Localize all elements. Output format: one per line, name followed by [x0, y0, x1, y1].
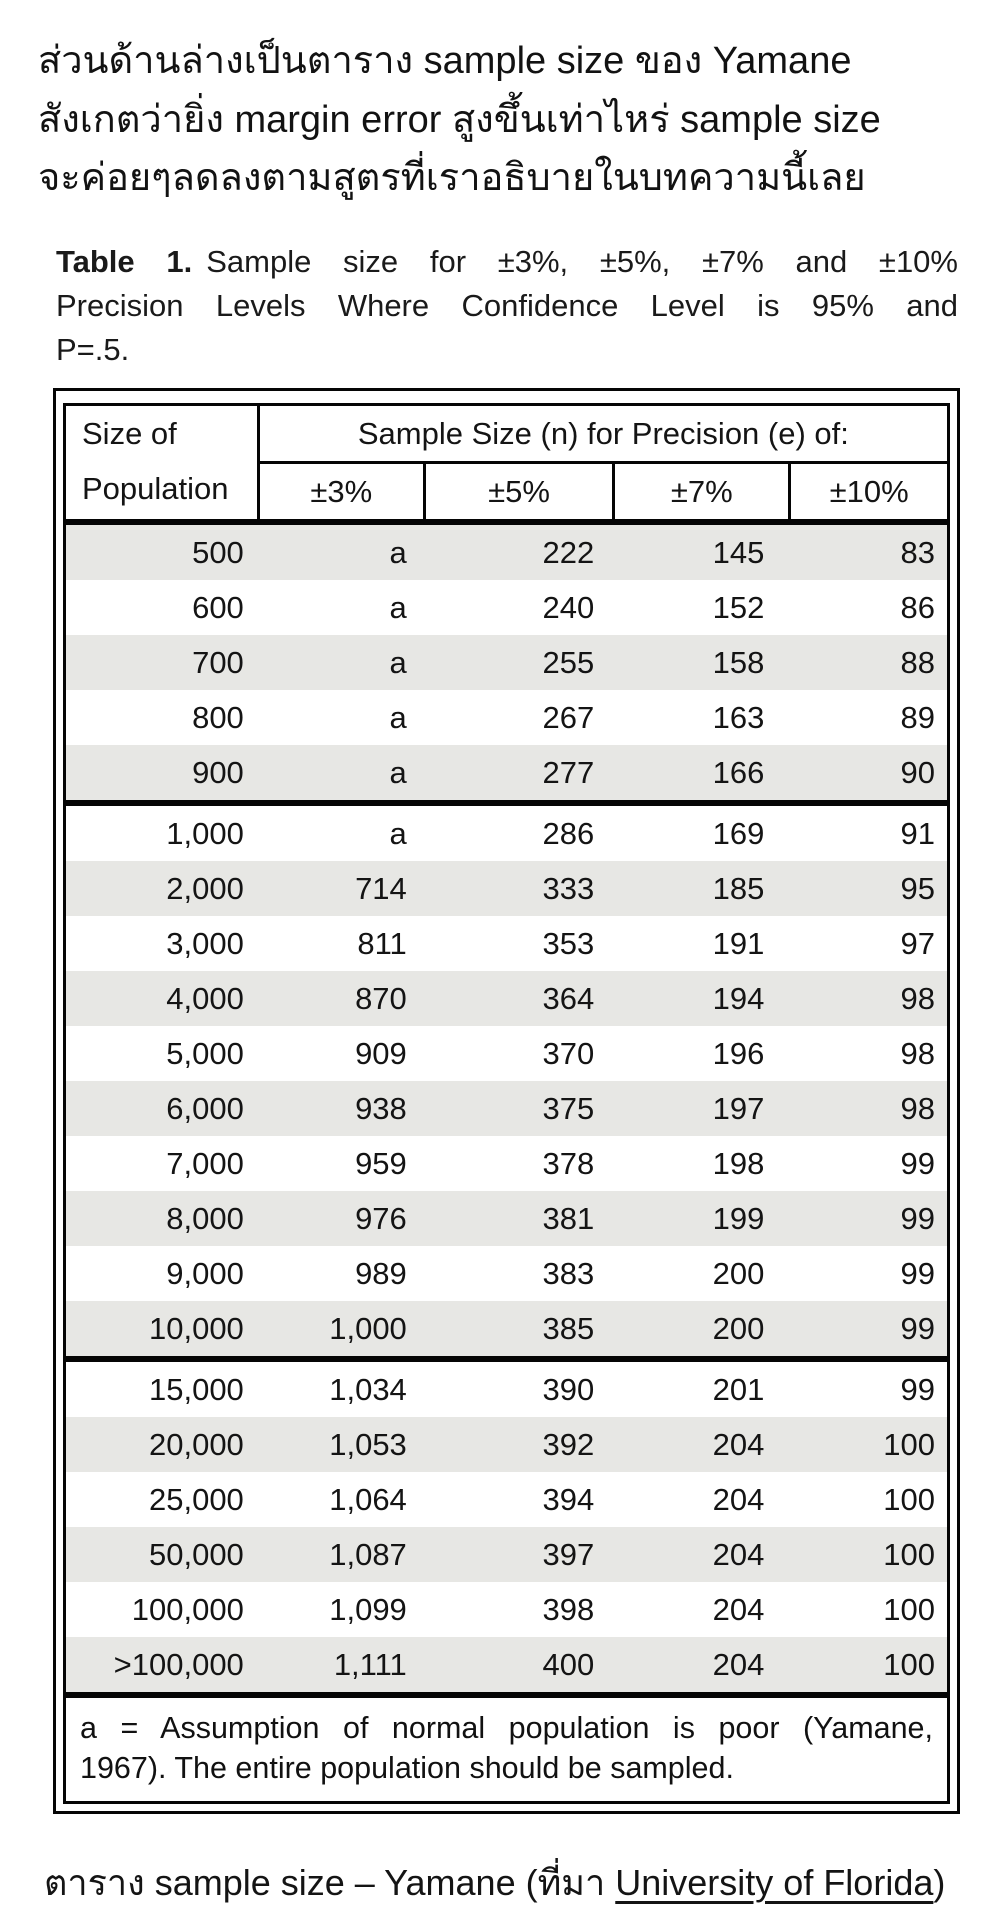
population-cell: 600 — [192, 589, 244, 625]
sample-size-cell: 200 — [712, 1255, 765, 1291]
sample-size-cell: 353 — [542, 925, 595, 961]
caption-text: ) — [933, 1861, 946, 1903]
sample-size-cell: 204 — [712, 1426, 765, 1462]
sample-size-cell: 255 — [542, 644, 595, 680]
table-row — [66, 525, 947, 580]
sample-size-cell: 240 — [542, 589, 595, 625]
sample-size-cell: 191 — [712, 925, 765, 961]
precision-header-cell: ±10% — [788, 464, 947, 519]
sample-size-cell: a — [389, 644, 407, 680]
sample-size-cell: 397 — [542, 1536, 595, 1572]
sample-size-table — [53, 388, 960, 1814]
population-cell: 5,000 — [166, 1035, 244, 1071]
sample-size-cell: 378 — [542, 1145, 595, 1181]
footnote-line: a = Assumption of normal population is poor (Yamane, — [80, 1710, 933, 1745]
sample-size-cell: 169 — [712, 815, 765, 851]
sample-size-cell: 333 — [542, 870, 595, 906]
sample-size-cell: 198 — [712, 1145, 765, 1181]
sample-size-cell: 976 — [355, 1200, 407, 1236]
sample-size-cell: 95 — [900, 870, 935, 906]
sample-size-cell: 1,053 — [329, 1426, 407, 1462]
sample-size-cell: 400 — [542, 1646, 595, 1682]
sample-size-cell: 811 — [357, 925, 407, 961]
intro-line: สังเกตว่ายิ่ง margin error สูงขึ้นเท่าไหร่ sample size — [38, 98, 881, 141]
population-cell: 7,000 — [166, 1145, 244, 1181]
sample-size-cell: 99 — [900, 1200, 935, 1236]
sample-size-cell: 1,111 — [333, 1646, 407, 1682]
sample-size-cell: 90 — [900, 754, 935, 790]
sample-size-cell: 152 — [712, 589, 765, 625]
image-caption — [44, 1854, 969, 1911]
sample-size-cell: 394 — [542, 1481, 595, 1517]
sample-size-cell: 100 — [883, 1646, 935, 1682]
sample-size-cell: 267 — [542, 699, 595, 735]
sample-size-cell: 98 — [900, 1035, 935, 1071]
intro-line: ส่วนด้านล่างเป็นตาราง sample size ของ Yamane — [38, 40, 852, 82]
population-cell: 15,000 — [148, 1371, 244, 1407]
table-title-text: Sample size for ±3%, ±5%, ±7% and ±10% — [206, 243, 958, 279]
table-row — [66, 1582, 947, 1637]
sample-size-cell: 1,064 — [329, 1481, 407, 1517]
sample-size-cell: 98 — [900, 980, 935, 1016]
sample-size-cell: 86 — [900, 589, 935, 625]
table-footnote — [63, 1695, 950, 1804]
table-row — [66, 971, 947, 1026]
table-title-line — [56, 240, 958, 284]
sample-size-cell: 1,000 — [329, 1310, 407, 1346]
table-row — [66, 1136, 947, 1191]
sample-size-cell: 194 — [712, 980, 765, 1016]
sample-size-cell: 938 — [355, 1090, 407, 1126]
sample-size-cell: 204 — [712, 1646, 765, 1682]
population-column-header — [66, 406, 260, 519]
sample-size-cell: 166 — [712, 754, 765, 790]
sample-size-cell: 145 — [712, 534, 765, 570]
sample-size-cell: 99 — [900, 1371, 935, 1407]
population-cell: 1,000 — [166, 815, 244, 851]
sample-size-cell: 204 — [712, 1536, 765, 1572]
precision-header-cell: ±3% — [310, 473, 373, 509]
intro-paragraph — [38, 32, 963, 208]
sample-size-cell: 383 — [542, 1255, 595, 1291]
table-row — [66, 1472, 947, 1527]
table-row — [66, 1246, 947, 1301]
table-row — [66, 1301, 947, 1356]
population-cell: 9,000 — [166, 1255, 244, 1291]
sample-size-cell: 83 — [900, 534, 935, 570]
table-title — [56, 240, 958, 372]
population-cell: 4,000 — [166, 980, 244, 1016]
precision-span-header: Sample Size (n) for Precision (e) of: — [260, 406, 947, 464]
caption-text: ตาราง sample size – Yamane (ที่มา — [44, 1861, 616, 1903]
intro-line: จะค่อยๆลดลงตามสูตรที่เราอธิบายในบทความนี้เลย — [38, 157, 866, 200]
sample-size-cell: 1,099 — [329, 1591, 407, 1627]
sample-size-cell: 381 — [542, 1200, 595, 1236]
sample-size-cell: 959 — [355, 1145, 407, 1181]
precision-header-cell: ±5% — [423, 464, 612, 519]
population-cell: 2,000 — [166, 870, 244, 906]
sample-size-cell: 99 — [900, 1255, 935, 1291]
population-cell: 6,000 — [166, 1090, 244, 1126]
sample-size-cell: 1,034 — [329, 1371, 407, 1407]
sample-size-cell: 100 — [883, 1426, 935, 1462]
population-cell: >100,000 — [113, 1646, 244, 1682]
population-cell: 500 — [192, 534, 244, 570]
sample-size-cell: 99 — [900, 1145, 935, 1181]
table-title-line: Precision Levels Where Confidence Level is 95% and — [56, 287, 958, 323]
sample-size-cell: a — [389, 589, 407, 625]
sample-size-cell: 185 — [712, 870, 765, 906]
sample-size-cell: 398 — [542, 1591, 595, 1627]
sample-size-cell: 385 — [542, 1310, 595, 1346]
population-cell: 3,000 — [166, 925, 244, 961]
table-row — [66, 1362, 947, 1417]
sample-size-cell: 222 — [542, 534, 595, 570]
table-row — [66, 1527, 947, 1582]
sample-size-cell: 196 — [712, 1035, 765, 1071]
table-row-group — [63, 522, 950, 803]
sample-size-cell: 286 — [542, 815, 595, 851]
sample-size-cell: 163 — [712, 699, 765, 735]
table-row — [66, 1081, 947, 1136]
table-row — [66, 580, 947, 635]
sample-size-cell: a — [389, 754, 407, 790]
sample-size-cell: 714 — [355, 870, 407, 906]
population-cell: 25,000 — [148, 1481, 244, 1517]
table-header — [63, 403, 950, 522]
population-cell: 700 — [192, 644, 244, 680]
sample-size-cell: 204 — [712, 1481, 765, 1517]
sample-size-cell: 98 — [900, 1090, 935, 1126]
population-cell: 10,000 — [148, 1310, 244, 1346]
sample-size-cell: 375 — [542, 1090, 595, 1126]
table-row — [66, 1417, 947, 1472]
table-row — [66, 690, 947, 745]
sample-size-cell: 392 — [542, 1426, 595, 1462]
table-row — [66, 1191, 947, 1246]
table-row-group — [63, 1359, 950, 1695]
population-cell: 8,000 — [166, 1200, 244, 1236]
sample-size-cell: 909 — [355, 1035, 407, 1071]
table-title-label: Table 1. — [56, 243, 193, 279]
sample-size-cell: a — [389, 815, 407, 851]
population-header-line: Population — [82, 470, 229, 506]
population-cell: 20,000 — [148, 1426, 244, 1462]
table-row — [66, 1026, 947, 1081]
sample-size-cell: 158 — [712, 644, 765, 680]
sample-size-cell: 277 — [542, 754, 595, 790]
table-row — [66, 1637, 947, 1692]
precision-header-cell: ±7% — [612, 464, 788, 519]
population-cell: 50,000 — [148, 1536, 244, 1572]
population-cell: 800 — [192, 699, 244, 735]
population-cell: 900 — [192, 754, 244, 790]
sample-size-cell: 989 — [355, 1255, 407, 1291]
population-header-line: Size of — [82, 415, 177, 451]
table-title-line: P=.5. — [56, 331, 130, 367]
sample-size-cell: 364 — [542, 980, 595, 1016]
table-row — [66, 916, 947, 971]
sample-size-cell: 1,087 — [329, 1536, 407, 1572]
table-row — [66, 635, 947, 690]
university-of-florida-link[interactable]: University of Florida — [615, 1861, 934, 1903]
table-row-group — [63, 803, 950, 1359]
sample-size-cell: 97 — [900, 925, 935, 961]
sample-size-cell: 89 — [900, 699, 935, 735]
footnote-line: 1967). The entire population should be sampled. — [80, 1751, 734, 1786]
sample-size-cell: 870 — [355, 980, 407, 1016]
sample-size-cell: a — [389, 534, 407, 570]
table-row — [66, 745, 947, 800]
sample-size-cell: 91 — [900, 815, 935, 851]
sample-size-cell: 100 — [883, 1481, 935, 1517]
sample-size-cell: 100 — [883, 1591, 935, 1627]
sample-size-cell: 390 — [542, 1371, 595, 1407]
sample-size-cell: 201 — [712, 1371, 765, 1407]
sample-size-cell: 100 — [883, 1536, 935, 1572]
table-row — [66, 861, 947, 916]
sample-size-cell: 200 — [712, 1310, 765, 1346]
sample-size-cell: 370 — [542, 1035, 595, 1071]
sample-size-cell: 197 — [712, 1090, 765, 1126]
sample-size-cell: 204 — [712, 1591, 765, 1627]
sample-size-cell: 199 — [712, 1200, 765, 1236]
sample-size-cell: 88 — [900, 644, 935, 680]
table-row — [66, 806, 947, 861]
sample-size-cell: a — [389, 699, 407, 735]
sample-size-cell: 99 — [900, 1310, 935, 1346]
population-cell: 100,000 — [131, 1591, 244, 1627]
